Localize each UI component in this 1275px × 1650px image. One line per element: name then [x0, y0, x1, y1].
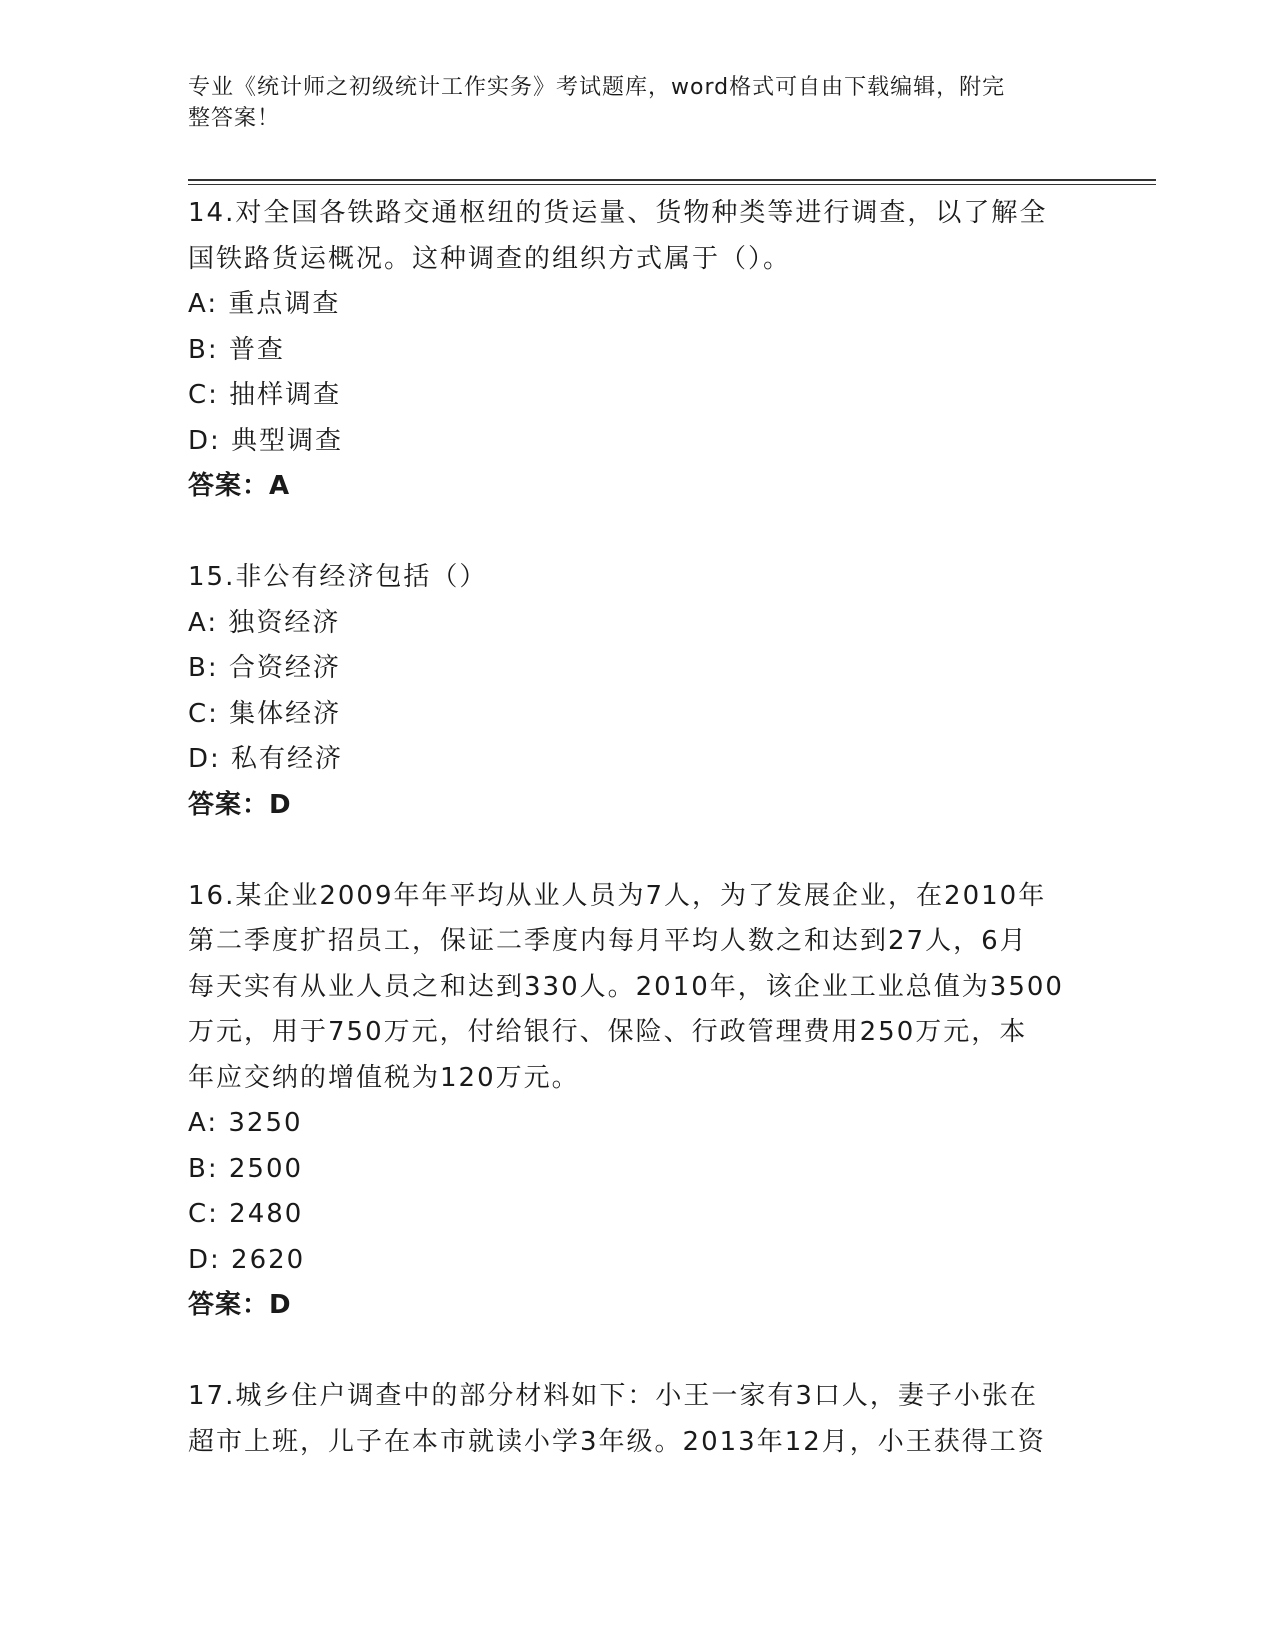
question-stem-line: 第二季度扩招员工，保证二季度内每月平均人数之和达到27人，6月 — [188, 926, 1028, 956]
document-header — [188, 72, 1068, 134]
question-stem-line: 万元，用于750万元，付给银行、保险、行政管理费用250万元，本 — [188, 1017, 1028, 1047]
question-stem-line: 超市上班，儿子在本市就读小学3年级。2013年12月，小王获得工资 — [188, 1426, 1046, 1457]
question-stem-line: 16.某企业2009年年平均从业人员为7人，为了发展企业，在2010年 — [188, 880, 1047, 911]
answer-line: 答案：A — [188, 471, 291, 501]
answer-line: 答案：D — [188, 789, 292, 820]
option-b: B: 普查 — [188, 334, 285, 365]
spacer — [188, 510, 1088, 556]
question-17 — [188, 1374, 1088, 1465]
question-15 — [188, 555, 1088, 828]
spacer — [188, 828, 1088, 874]
question-stem-line: 17.城乡住户调查中的部分材料如下：小王一家有3口人，妻子小张在 — [188, 1381, 1038, 1411]
question-stem-line: 年应交纳的增值税为120万元。 — [188, 1062, 580, 1093]
question-16 — [188, 874, 1088, 1329]
header-line-1: 专业《统计师之初级统计工作实务》考试题库，word格式可自由下载编辑，附完 — [188, 75, 1006, 100]
option-d: D: 私有经济 — [188, 744, 344, 774]
option-c: C: 集体经济 — [188, 698, 342, 729]
option-b: B: 2500 — [188, 1153, 304, 1184]
option-c: C: 抽样调查 — [188, 380, 342, 410]
question-stem-line: 每天实有从业人员之和达到330人。2010年，该企业工业总值为3500 — [188, 971, 1064, 1002]
option-a: A: 3250 — [188, 1108, 303, 1138]
question-stem-line: 14.对全国各铁路交通枢纽的货运量、货物种类等进行调查，以了解全 — [188, 198, 1048, 228]
header-line-2: 整答案！ — [188, 106, 281, 131]
answer-line: 答案：D — [188, 1290, 292, 1320]
option-b: B: 合资经济 — [188, 653, 341, 683]
question-stem-line: 15.非公有经济包括（） — [188, 562, 488, 592]
option-c: C: 2480 — [188, 1199, 304, 1229]
header-divider-thick — [188, 179, 1156, 181]
question-14 — [188, 191, 1088, 510]
option-a: A: 独资经济 — [188, 607, 341, 638]
option-d: D: 2620 — [188, 1244, 306, 1275]
option-d: D: 典型调查 — [188, 425, 344, 456]
question-stem-line: 国铁路货运概况。这种调查的组织方式属于（）。 — [188, 243, 792, 274]
spacer — [188, 1329, 1088, 1375]
header-divider-thin — [188, 184, 1156, 185]
question-list — [188, 191, 1088, 1465]
option-a: A: 重点调查 — [188, 289, 341, 319]
